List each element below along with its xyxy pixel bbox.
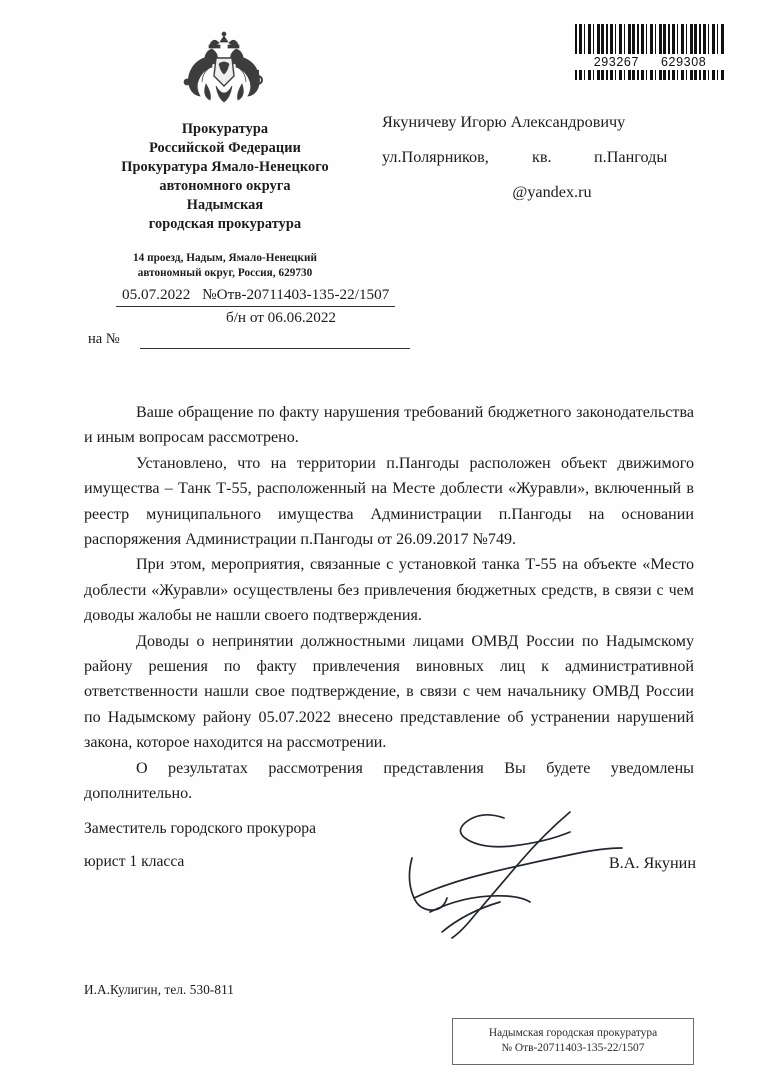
stamp-number-sign: № [501, 1042, 513, 1054]
reference-on-number-label: на № [88, 331, 120, 347]
letterhead-line-1: Прокуратура [181, 121, 269, 137]
barcode-numbers [575, 54, 725, 70]
coat-of-arms-icon [176, 28, 272, 116]
body-paragraph: О результатах рассмотрения представления Вы будете уведомлены дополнительно. [84, 759, 694, 803]
barcode-bars-lower [575, 70, 725, 80]
addressee-settlement: п.Пангоды [594, 148, 668, 166]
letterhead-line-5: Надымская [186, 197, 264, 213]
addressee-email: @yandex.ru [512, 183, 592, 201]
letterhead-line-2: Российской Федерации [149, 140, 301, 156]
addressee-name: Якуничеву Игорю Александровичу [382, 113, 626, 131]
stamp-organization: Надымская городская прокуратура [488, 1027, 658, 1039]
letterhead-line-4: автономного округа [159, 178, 291, 194]
signer-name: В.А. Якунин [608, 854, 696, 872]
reference-on-number-row [88, 331, 508, 349]
reference-block [88, 286, 508, 349]
address-line-1: 14 проезд, Надым, Ямало-Ненецкий [132, 252, 318, 264]
barcode-left-number: 293267 [593, 55, 639, 69]
body-paragraph: Ваше обращение по факту нарушения требований бюджетного законодательства и иным вопросам рассмотрено. [84, 404, 694, 447]
signer-rank: юрист 1 класса [84, 853, 185, 870]
letterhead [70, 120, 380, 280]
letterhead-line-6: городская прокуратура [148, 216, 302, 232]
reference-date-number [116, 286, 395, 307]
reference-number: №Отв-20711403-135-22/1507 [202, 286, 390, 303]
executor-line: И.А.Кулигин, тел. 530-811 [84, 982, 234, 997]
registration-stamp [452, 1018, 694, 1065]
signer-position: Заместитель городского прокурора [84, 820, 317, 837]
signature-block [84, 812, 696, 878]
stamp-number-row [459, 1041, 687, 1056]
reference-on-number-rule [140, 334, 410, 349]
addressee-address-line [382, 140, 712, 175]
body-paragraph: Установлено, что на территории п.Пангоды расположен объект движимого имущества – Танк Т-55, расположенный на Месте доблести «Журавли», включенный в реестр муниципального имущества Администрации п.Пангоды на основании распоряжения Администрации п.Пангоды от 26.09.2017 №749. [84, 454, 694, 549]
body-paragraph: Доводы о непринятии должностными лицами ОМВД России по Надымскому району решения по факту привлечения виновных лиц к административной ответственности нашли свое подтверждение, в связи с чем начальнику ОМВД России по Надымскому району 05.07.2022 внесено представление об устранении нарушений закона, которое находится на рассмотрении. [84, 632, 694, 752]
stamp-number: Отв-20711403-135-22/1507 [514, 1042, 645, 1054]
letter-body [84, 400, 694, 807]
addressee-street: ул.Полярников, [382, 148, 489, 166]
reference-date: 05.07.2022 [122, 286, 191, 303]
barcode [575, 24, 725, 80]
address-line-2: автономный округ, Россия, 629730 [137, 266, 313, 279]
body-paragraph: При этом, мероприятия, связанные с установкой танка Т-55 на объекте «Место доблести «Журавли» осуществлены без привлечения бюджетных средств, в связи с чем доводы жалобы не нашли своего подтверждения. [84, 556, 694, 625]
addressee-apartment-label: кв. [532, 148, 552, 166]
barcode-right-number: 629308 [661, 55, 707, 69]
letterhead-line-3: Прокуратура Ямало-Ненецкого [121, 159, 329, 175]
letterhead-address [70, 251, 380, 280]
addressee-block [382, 105, 712, 210]
reference-incoming: б/н от 06.06.2022 [225, 309, 337, 326]
